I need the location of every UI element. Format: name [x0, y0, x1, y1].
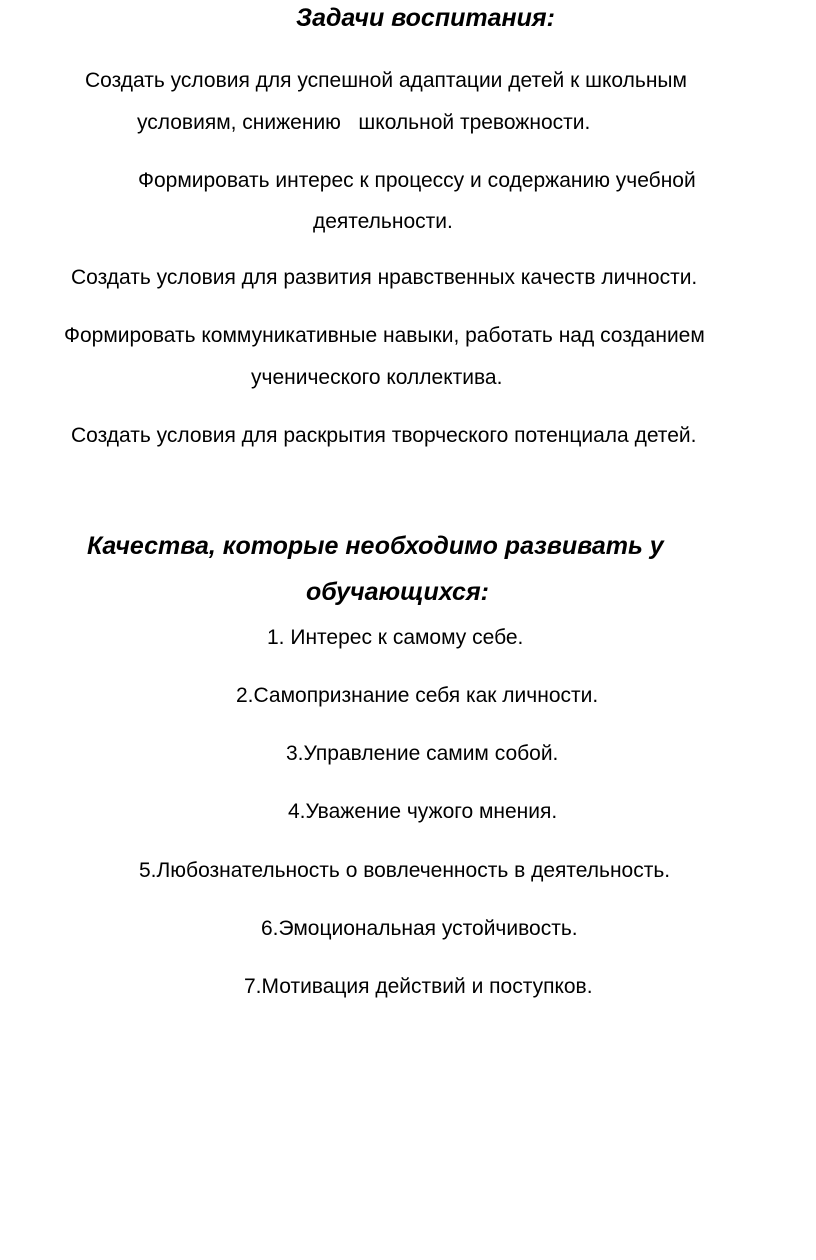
- task-paragraph-1-line-1: Создать условия для успешной адаптации детей к школьным: [85, 69, 687, 92]
- section-heading-qualities-line-1: Качества, которые необходимо развивать у: [87, 532, 664, 560]
- task-paragraph-4-line-2: ученического коллектива.: [251, 366, 503, 389]
- quality-item-4: 4.Уважение чужого мнения.: [288, 800, 558, 823]
- task-paragraph-5: Создать условия для раскрытия творческого потенциала детей.: [71, 424, 697, 447]
- quality-item-6: 6.Эмоциональная устойчивость.: [261, 917, 578, 940]
- section-heading-qualities-line-2: обучающихся:: [306, 578, 490, 606]
- task-paragraph-2-line-2: деятельности.: [313, 210, 453, 233]
- task-paragraph-4-line-1: Формировать коммуникативные навыки, работать над созданием: [64, 324, 705, 347]
- quality-item-1: 1. Интерес к самому себе.: [267, 626, 524, 649]
- quality-item-2: 2.Самопризнание себя как личности.: [236, 684, 599, 707]
- quality-item-3: 3.Управление самим собой.: [286, 742, 559, 765]
- task-paragraph-2-line-1: Формировать интерес к процессу и содержанию учебной: [138, 169, 696, 192]
- task-paragraph-3: Создать условия для развития нравственных качеств личности.: [71, 266, 698, 289]
- quality-item-7: 7.Мотивация действий и поступков.: [244, 975, 593, 998]
- task-paragraph-1-line-2: условиям, снижению школьной тревожности.: [137, 111, 591, 134]
- section-heading-tasks: Задачи воспитания:: [296, 4, 555, 32]
- quality-item-5: 5.Любознательность о вовлеченность в деятельность.: [139, 859, 671, 882]
